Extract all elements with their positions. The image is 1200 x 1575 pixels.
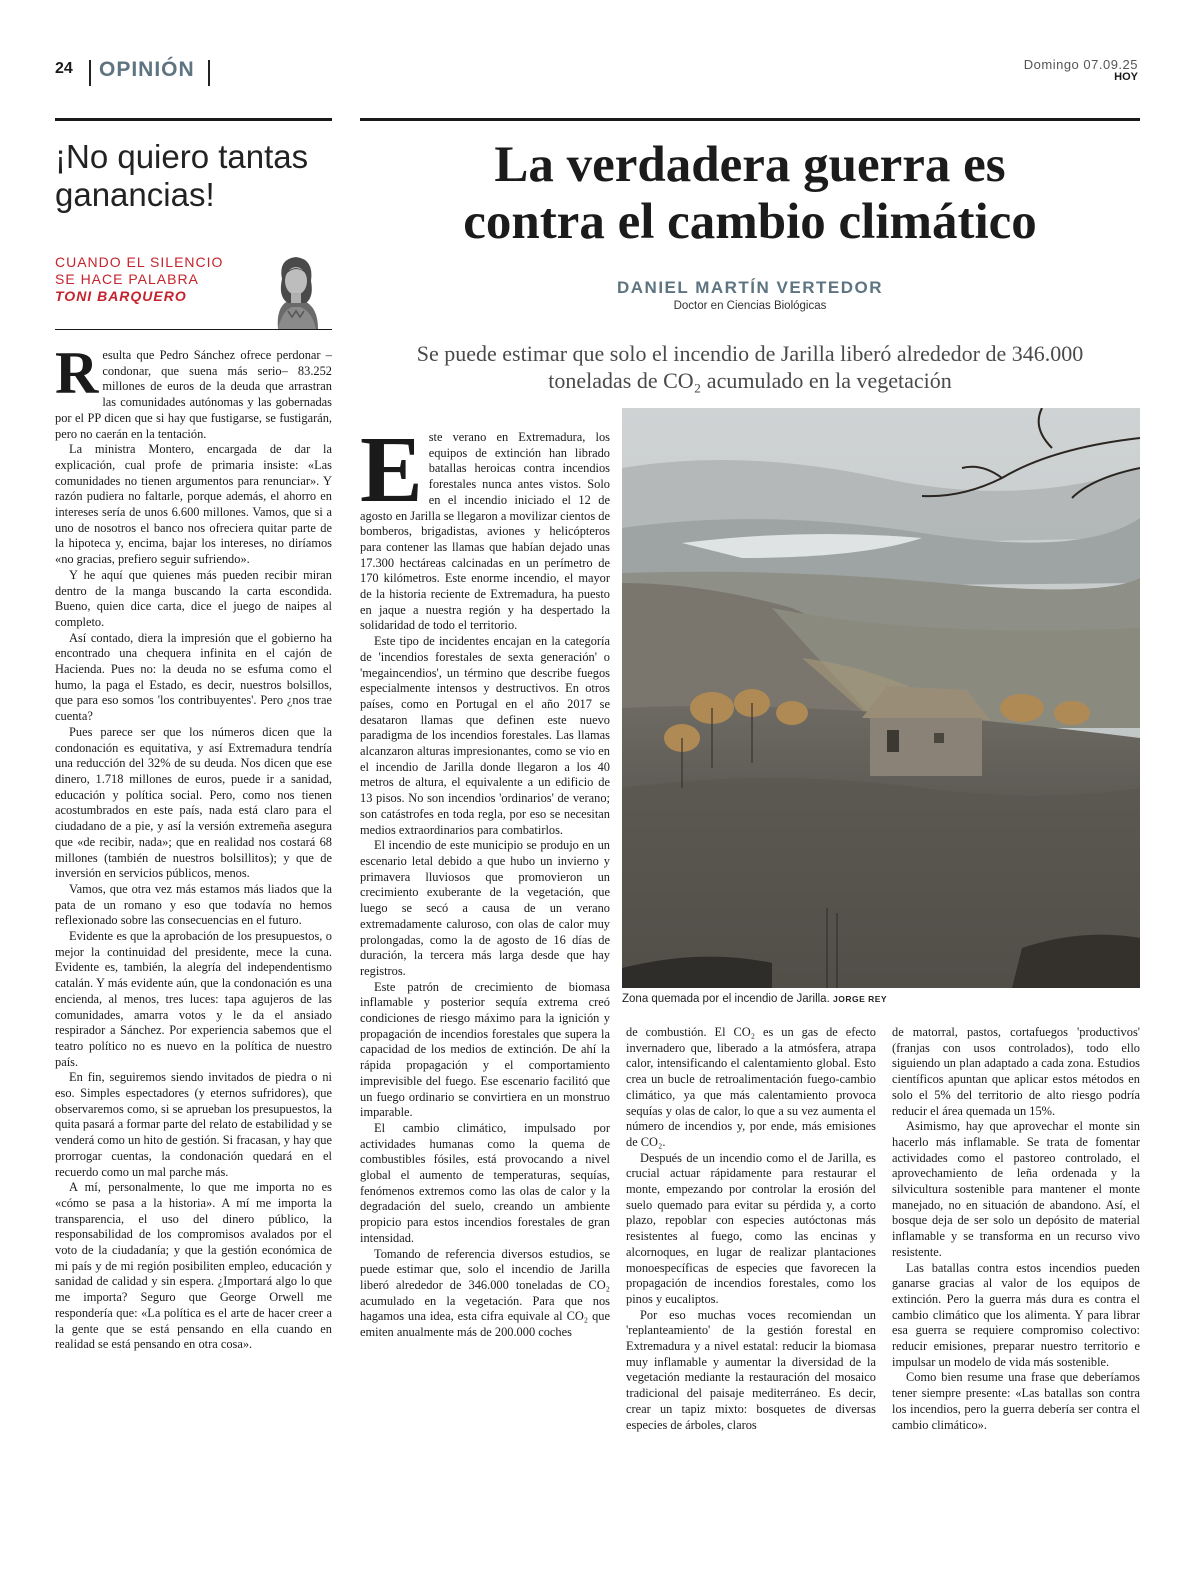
article-paragraph: El cambio climático, impulsado por actividades humanas como la quema de combustibles fósiles, está provocando a nivel global el aumento de temperaturas, sequías, fenómenos extremos como las olas de calor y la degradación del suelo, creando un ambiente propicio para estos incendios forestales de gran intensidad. — [360, 1120, 610, 1245]
article-paragraph: Este patrón de crecimiento de biomasa inflamable y posterior sequía extrema creó condiciones de riesgo máximo para la ignición y propagación de incendios forestales que supera la capacidad de los medios de extinción. De ahí la rápida propagación y el comportamiento imprevisible del fuego. Ese escenario facilitó que un fuego ordinario se convirtiera en un monstruo imparable. — [360, 979, 610, 1120]
column-name-line1: CUANDO EL SILENCIO — [55, 254, 224, 270]
header-divider — [89, 60, 91, 86]
column-title: ¡No quiero tantas ganancias! — [55, 138, 309, 213]
issue-date: Domingo 07.09.25 — [1023, 57, 1138, 72]
article-top-rule — [360, 118, 1140, 121]
column-paragraph: A mí, personalmente, lo que me importa no es «cómo se pasa a la historia». A mí me importa la transparencia, el uso del dinero público, la responsabilidad de los compromisos avalados por el voto de la ciudadanía; y que la gestión económica de mi país y de mi región posibiliten empleo, educación y sanidad de calidad y sin espera. ¿Importará algo lo que me importa? Seguro que George Orwell me respondería que: «La política es el arte de hacer creer a la gente que se está pensando en ella cuando en realidad se está pensando en otra cosa». — [55, 1180, 332, 1352]
header-divider — [208, 60, 210, 86]
section-label: OPINIÓN — [99, 58, 195, 81]
subhead-line1: Se puede estimar que solo el incendio de Jarilla liberó alrededor de 346.000 — [416, 341, 1084, 366]
article-paragraph: Tomando de referencia diversos estudios, se puede estimar que, solo el incendio de Jarilla liberó alrededor de 346.000 toneladas de CO₂ acumulado en la vegetación. Para que nos hagamos una idea, esta cifra equivale al CO₂ que emiten anualmente más de 200.000 coches — [360, 1246, 610, 1340]
newspaper-name: HOY — [1114, 71, 1138, 83]
column-header-rule — [55, 329, 332, 330]
article-byline: DANIEL MARTÍN VERTEDOR — [617, 278, 883, 297]
column-paragraph: Pues parece ser que los números dicen que la condonación es equitativa, y así Extremadura tendría una reducción del 32% de su deuda. Nos dicen que ese dinero, 1.718 millones de euros, puede ir a sanidad, educación y política social. Pero, como nos tienen acostumbrados en este país, nada está claro para el ciudadano de a pie, y así la versión extremeña asegura que «de recibir, nada»; que en realidad nos costará 68 millones (también de nuestros bolsillitos); y que de inversión en servicios públicos, menos. — [55, 724, 332, 881]
headline-line2: contra el cambio climático — [463, 194, 1037, 250]
article-column-2 — [626, 1025, 876, 1433]
column-paragraph: Así contado, diera la impresión que el gobierno ha encontrado una chequera infinita en el cajón de Hacienda. Pues no: la deuda no se esfuma como el humo, la paga el Estado, es decir, nuestros bolsillos, que para eso somos 'los contribuyentes'. Pero ¿nos trae cuenta? — [55, 630, 332, 724]
article-paragraph: de matorral, pastos, cortafuegos 'productivos' (franjas con usos controlados), todo ello siguiendo un plan adaptado a cada zona. Estudios científicos apuntan que aplicar estos métodos en solo el 5% del territorio de alto riesgo podría reducir el área quemada un 15%. — [892, 1025, 1140, 1118]
article-paragraph: Como bien resume una frase que deberíamos tener siempre presente: «Las batallas son contra los incendios, pero la guerra debería ser contra el cambio climático». — [892, 1370, 1140, 1432]
article-paragraph: El incendio de este municipio se produjo en un escenario letal debido a que hubo un invierno y primavera lluviosos que promovieron un crecimiento exuberante de la vegetación, que luego se secó a causa de un verano extremadamente caluroso, con olas de calor muy prolongadas, como la de agosto de 16 días de duración, la tercera más larga desde que hay registros. — [360, 838, 610, 978]
burned-landscape-photo — [622, 408, 1140, 988]
column-paragraph: En fin, seguiremos siendo invitados de piedra o ni eso. Simples espectadores (y eternos sufridores), que observaremos como, si se aprueban los presupuestos, la quita pasará a formar parte del relato de estabilidad y se venderá como un hito de gestión. Si fracasan, y hay que prorrogar cuentas, la condonación quedará en el recuerdo como un mal parche más. — [55, 1070, 332, 1179]
column-paragraph: Vamos, que otra vez más estamos más liados que la pata de un romano y eso que todavía no hemos reflexionado sobre las consecuencias en el futuro. — [55, 881, 332, 928]
headline-line1: La verdadera guerra es — [494, 137, 1006, 193]
column-body — [55, 340, 332, 1353]
column-paragraph: La ministra Montero, encargada de dar la explicación, cual profe de primaria insiste: «Las comunidades no tienen argumentos para renunciar». Y razón pudiera no faltarle, porque además, el ahorro en intereses sería de unos 6.600 millones. Vamos, que si a uno de nosotros el banco nos ofreciera quitar parte de la hipoteca y, encima, bajar los intereses, no diríamos «no gracias, prefiero seguir sufriendo». — [55, 442, 332, 567]
article-paragraph: Este tipo de incidentes encajan en la categoría de 'incendios forestales de sexta generación' o 'megaincendios', un término que describe fuegos especialmente intensos y destructivos. En otros países, como en Portugal en el año 2017 se desataron llamas que definen este nuevo paradigma de los incendios forestales. Las llamas alcanzaron alturas impresionantes, como se vio en el incendio de Jarilla donde llegaron a los 40 metros de altura, el equivalente a un edificio de 13 pisos. No son incendios 'ordinarios' de verano; son catástrofes en toda regla, por eso se necesitan medios extraordinarios para combatirlos. — [360, 634, 610, 837]
column-top-rule — [55, 118, 332, 121]
article-paragraph: Este verano en Extremadura, los equipos de extinción han librado batallas heroicas contra incendios forestales nunca antes vistos. Solo en el incendio iniciado el 12 de agosto en Jarilla se llegaron a movilizar cientos de bomberos, brigadistas, aviones y helicópteros para contener las llamas que habían dejado unas 17.300 hectáreas calcinadas en un perímetro de 170 kilómetros. Este enorme incendio, el mayor de la historia reciente de Extremadura, ha puesto en jaque a nuestra región y ha despertado la solidaridad de todo el territorio. — [360, 418, 610, 633]
article-paragraph: Por eso muchas voces recomiendan un 'replanteamiento' de la gestión forestal en Extremadura y a nivel estatal: reducir la biomasa muy inflamable y aumentar la diversidad de la vegetación mediante la restauración del mosaico tradicional del paisaje mediterráneo. Es decir, crear un tapiz mixto: bosquetes de diversas especies de árboles, claros — [626, 1307, 876, 1432]
author-role: Doctor en Ciencias Biológicas — [673, 300, 827, 312]
article-paragraph: de combustión. El CO₂ es un gas de efecto invernadero que, liberado a la atmósfera, atrapa calor, intensificando el calentamiento global. Esto crea un bucle de retroalimentación fuego-cambio climático, ya que más calentamiento provoca sequías y olas de calor, lo que a su vez aumenta el número de incendios y, por ende, más emisiones de CO₂. — [626, 1025, 876, 1149]
article-subhead — [360, 340, 1140, 394]
dropcap: R — [55, 340, 99, 406]
column-paragraph: Resulta que Pedro Sánchez ofrece perdonar –condonar, que suena más serio– 83.252 millones de euros de la deuda que arrastran las comunidades autónomas y las gobernadas por el PP dicen que si hay que fustigarse, se fustigarán, pero no caerán en la tentación. — [55, 340, 332, 441]
article-column-1 — [360, 418, 610, 1341]
column-paragraph: Y he aquí que quienes más pueden recibir miran dentro de la manga buscando la carta escondida. Bueno, quien dice carta, dice el juego de naipes al completo. — [55, 567, 332, 629]
author-portrait — [258, 249, 334, 329]
photo-caption: Zona quemada por el incendio de Jarilla. JORGE REY — [622, 993, 888, 1005]
article-paragraph: Después de un incendio como el de Jarilla, es crucial actuar rápidamente para restaurar el monte, empezando por controlar la erosión del suelo quemado para evitar su pérdida y, a corto plazo, repoblar con especies autóctonas más resistentes al fuego, como las encinas y alcornoques, en lugar de realizar plantaciones monoespecíficas de especies que favorecen la propagación de incendios forestales, como los pinos y eucaliptos. — [626, 1150, 876, 1306]
photo-credit: JORGE REY — [832, 994, 888, 1004]
article-headline — [360, 137, 1140, 251]
subhead-line2: toneladas de CO₂ acumulado en la vegetación — [548, 368, 952, 393]
column-paragraph: Evidente es que la aprobación de los presupuestos, o mejor la continuidad del presidente, mece la cuna. Evidente es, también, la alegría del independentismo catalán. Y más evidente aún, que la condonación es una encienda, al menos, tres luces: tapa agujeros de las comunidades, amarra votos y le da el ansiado respirador a Sánchez. Por experiencia sabemos que el teatro político no es nuevo en la política de nuestro país. — [55, 929, 332, 1069]
column-name-line2: SE HACE PALABRA — [55, 271, 199, 287]
article-paragraph: Las batallas contra estos incendios pueden ganarse gracias al valor de los equipos de extinción. Pero la guerra más dura es contra el cambio climático que los alimenta. Y para librar esa guerra se requiere compromiso colectivo: reducir emisiones, preparar nuestro territorio e impulsar un modelo de vida más sostenible. — [892, 1260, 1140, 1369]
column-author: TONI BARQUERO — [55, 288, 187, 304]
dropcap: E — [360, 418, 423, 522]
article-column-3 — [892, 1025, 1140, 1433]
page-number: 24 — [55, 60, 73, 77]
article-paragraph: Asimismo, hay que aprovechar el monte sin hacerlo más inflamable. Se trata de fomentar actividades como el pastoreo controlado, el aprovechamiento de leña ordenada y la silvicultura sostenible para mantener el monte manejado, no en situación de abandono. Así, el bosque deja de ser solo un depósito de material inflamable y se transforma en un recurso vivo resistente. — [892, 1119, 1140, 1259]
